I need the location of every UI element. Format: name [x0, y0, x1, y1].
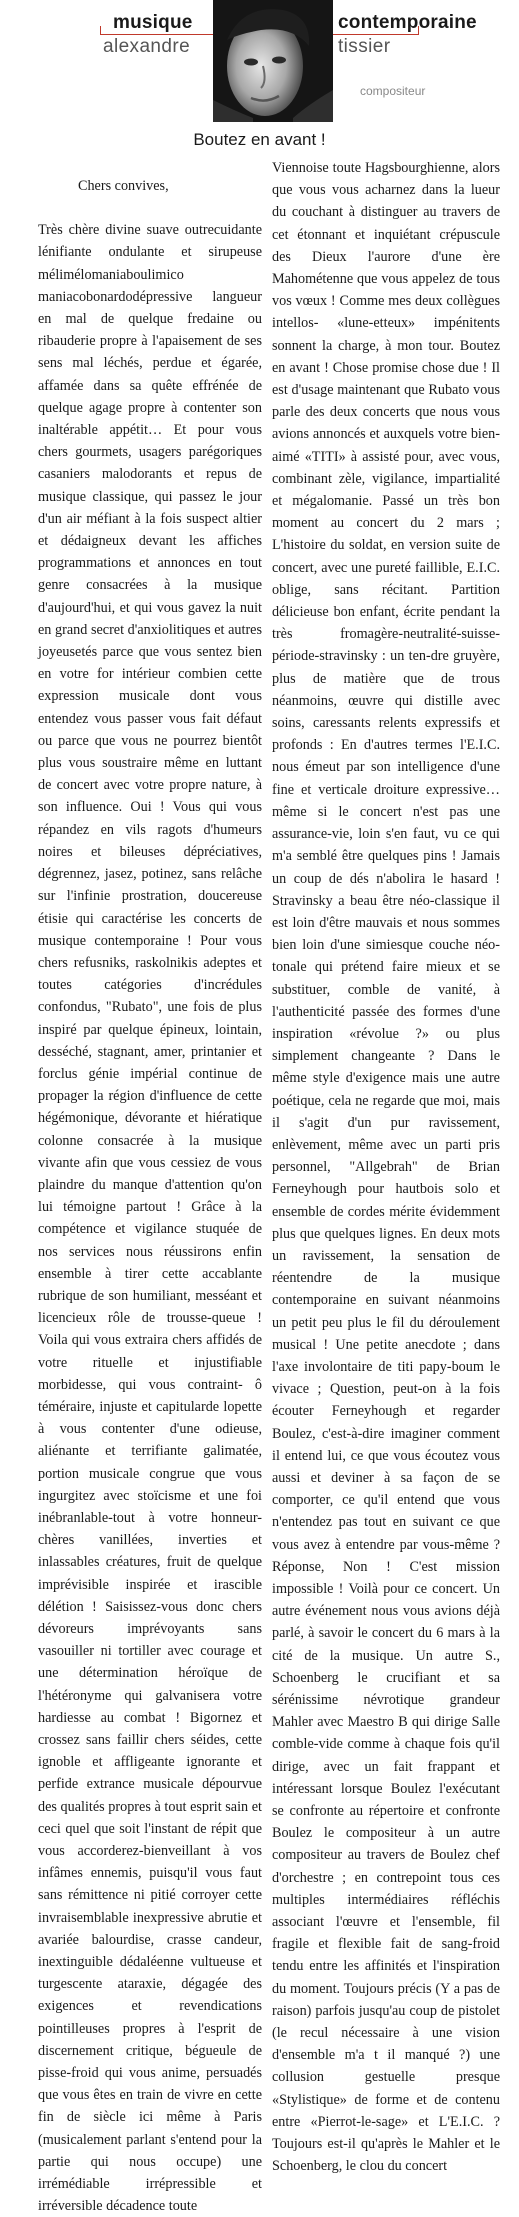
body-text-right: Viennoise toute Hagsbourghienne, alors que vous vous acharnez dans la lueur du couchant à distinguer au travers de cet étonnant et inquiétant crépuscule des Dieux l'aurore d'une ère Mahométenne que vous appelez de tous vos vœux ! Comme mes deux collègues intellos- «lune-etteux» impénitents sonnent la charge, à mon tour. Boutez en avant ! Chose promise chose due ! Il est d'usage maintenant que Rubato vous parle des deux concerts que nous vous avions annoncés et auxquels votre bien-aimé «TITI» à assisté pour, avec vous, combinant zèle, vigilance, impartialité et mégalomanie. Passé un très bon moment au concert du 2 mars ; L'histoire du soldat, en version suite de concert, avec une pureté faillible, E.I.C. oblige, sans récitant. Partition délicieuse bon enfant, écrite pendant la très fromagère-neutralité-suisse-période-stravinsky : un ten-dre gruyère, plus de matière que de trous néanmoins, œuvre qui distille avec soins, caressants relents expressifs et profonds : En d'autres termes l'E.I.C. nous émeut par son intelligence d'une fine et verticale droiture expressive… même si le concert n'est pas une assurance-vie, loin s'en faut, vu ce qui m'a semblé être quelques pins ! Jamais un coup de dés n'abolira le hasard ! Stravinsky a beau être néo-classique il est loin d'être mauvais et nous sommes bien loin d'une simiesque couche néo-tonale qui prétend faire mieux et se substituer, comble de vanité, à l'authenticité passée des formes d'une inspiration «révolue ?» ou plus simplement changeante ? Dans le même style d'exigence mais une autre poétique, cela ne regarde que moi, mais il s'agit d'un pur ravissement, enlèvement, même avec un parti pris personnel, "Allgebrah" de Brian Ferneyhough pour hautbois solo et ensemble de cordes mérite évidemment plus que quelques lignes. En deux mots un ravissement, la sensation de réentendre de la musique contemporaine en suivant néanmoins un petit peu plus le fil du déroulement musical ! Une petite anecdote ; dans l'axe involontaire de titi papy-boum le vivace ; Question, peut-on à la fois écouter Ferneyhough et regarder Boulez, c'est-à-dire imaginer comment il entend lui, ce que vous écoutez vous aussi et deviner à sa façon de se comporter, ce qu'il entend que vous n'entendez pas tout en suivant ce que vous avez à entendre par vous-même ? Réponse, Non ! C'est mission impossible ! Voilà pour ce concert. Un autre événement nous vous avions déjà parlé, à savoir le concert du 6 mars à la cité de la musique. Un autre S., Schoenberg le crucifiant et sa sérénissime névrotique grandeur Mahler avec Maestro B qui dirige Salle comble-vide comme à chaque fois qu'il dirige, avec un fait frappant et intéressant lorsque Boulez l'exécutant se confronte au répertoire et confronte Boulez le compositeur à un autre compositeur au travers de Boulez chef d'orchestre ; en contrepoint tous ces multiples intermédiaires réfléchis associant l'œuvre et l'ensemble, fil fragile et flexible fait de sang-froid tendu entre les affinités et l'inspiration du moment. Toujours précis (Y a pas de raison) parfois jusqu'au coup de pistolet (le recul nécessaire à une vision d'ensemble m'a t il manqué ?) une collusion gestuelle presque «Stylistique» de forme et de contenu entre «Pierrot-le-sage» et L'E.I.C. ? Toujours est-il qu'après le Mahler et le Schoenberg, le clou du concert	[272, 160, 500, 2175]
header-rule-left-tick	[100, 26, 101, 35]
category-right: contemporaine	[338, 12, 477, 33]
category-left: musique	[113, 12, 193, 33]
header-rule-left	[100, 34, 213, 35]
body-text-left: Très chère divine suave outrecuidante lénifiante ondulante et sirupeuse mélimélomaniaboulimico maniacobonardodépressive langueur en mal de quelque fredaine ou ribauderie propre à l'apaisement de ses sens mal léchés, perdue et égarée, affamée dans sa quête effrénée de quelque agage propre à contenter son inaltérable appétit… Et pour vous chers gourmets, usagers parégoriques casaniers malodorants et repus de musique classique, qui passez le jour d'un air méfiant à la fois suspect altier et dédaigneux devant les affiches programmations et annonces en tout genre consacrées à la musique d'aujourd'hui, et qui vous gavez la nuit en grand secret d'anxiolitiques et autres joyeusetés parce que vous sentez bien en votre for intérieur combien cette expression musicale dont vous entendez vous passer vous fait défaut ou parce que vous ne pourrez bientôt plus vous soustraire même en luttant de concert avec votre propre nature, à son influence. Oui ! Vous qui vous répandez en vils ragots d'humeurs noires et bileuses dépréciatives, dégrennez, jasez, potinez, sans relâche sur l'infinie prostration, doucereuse étisie qui caractérise les concerts de musique contemporaine ! Pour vous chers refusniks, raskolnikis adeptes et toutes catégories d'incrédules confondus, "Rubato", une fois de plus inspiré par quelque épineux, lointain, desséché, stagnant, amer, printanier et forclus génie impérial continue de propager la région d'influence de cette hégémonique, dévorante et hiératique colonne consacrée à la musique vivante afin que vous cessiez de vous plaindre du manque d'attention qu'on lui témoigne partout ! Grâce à la compétence et vigilance stuquée de nos services nous réussirons enfin ensemble à tirer cette accablante rubrique de son humiliant, messéant et licencieux rôle de trousse-queue ! Voila qui vous extraira chers affidés de votre rituelle et injustifiable morbidesse, qui vous contraint- ô téméraire, injuste et capitularde lopette à vous contenter d'une odieuse, aliénante et terrifiante galimatée, portion musicale congrue que vous ingurgitez avec stoïcisme et une foi inébranlable-tout à votre honneur-chères vanillées, inverties et inlassables créatures, fruit de quelque imprévisible inspirée et irascible délétion ! Saisissez-vous donc chers dévoreurs imprévoyants sans vasouiller ni tortiller avec courage et une détermination héroïque de l'hétéronyme qui galvanisera votre hardiesse au combat ! Bigornez et crossez sans faillir chers séides, cette ignoble et affligeante ignorante et perfide extrance musicale dépourvue des qualités propres à tout esprit sain et ceci quel que soit l'instant de répit que vous accorderez-bienveillant à vos infâmes ennemis, puisqu'il vous faut sans rémittence ni pitié corroyer cette invraisemblable inexpressive abrutie et avariée balourdise, crasse candeur, inextinguible dédaléenne vultueuse et turgescente ataraxie, dégagée des exigences et revendications pointilleuses propres à l'esprit de discernement critique, bégueule de pisse-froid qui vous anime, persuadés que vous êtes en train de vivre en cette fin de siècle ici même à Paris (musicalement parlant s'entend pour la partie qui nous occupe) une irrémédiable irrépressible et irréversible décadence toute	[38, 222, 262, 2215]
article-column-right	[272, 157, 500, 2177]
author-role: compositeur	[360, 84, 426, 98]
author-last-name: tissier	[338, 36, 391, 57]
article-column-left	[38, 175, 262, 2217]
author-first-name: alexandre	[103, 36, 191, 57]
header-rule-right	[333, 34, 419, 35]
greeting: Chers convives,	[78, 178, 169, 194]
author-portrait	[213, 0, 333, 122]
article-title: Boutez en avant !	[193, 130, 326, 149]
column-header	[0, 0, 519, 150]
